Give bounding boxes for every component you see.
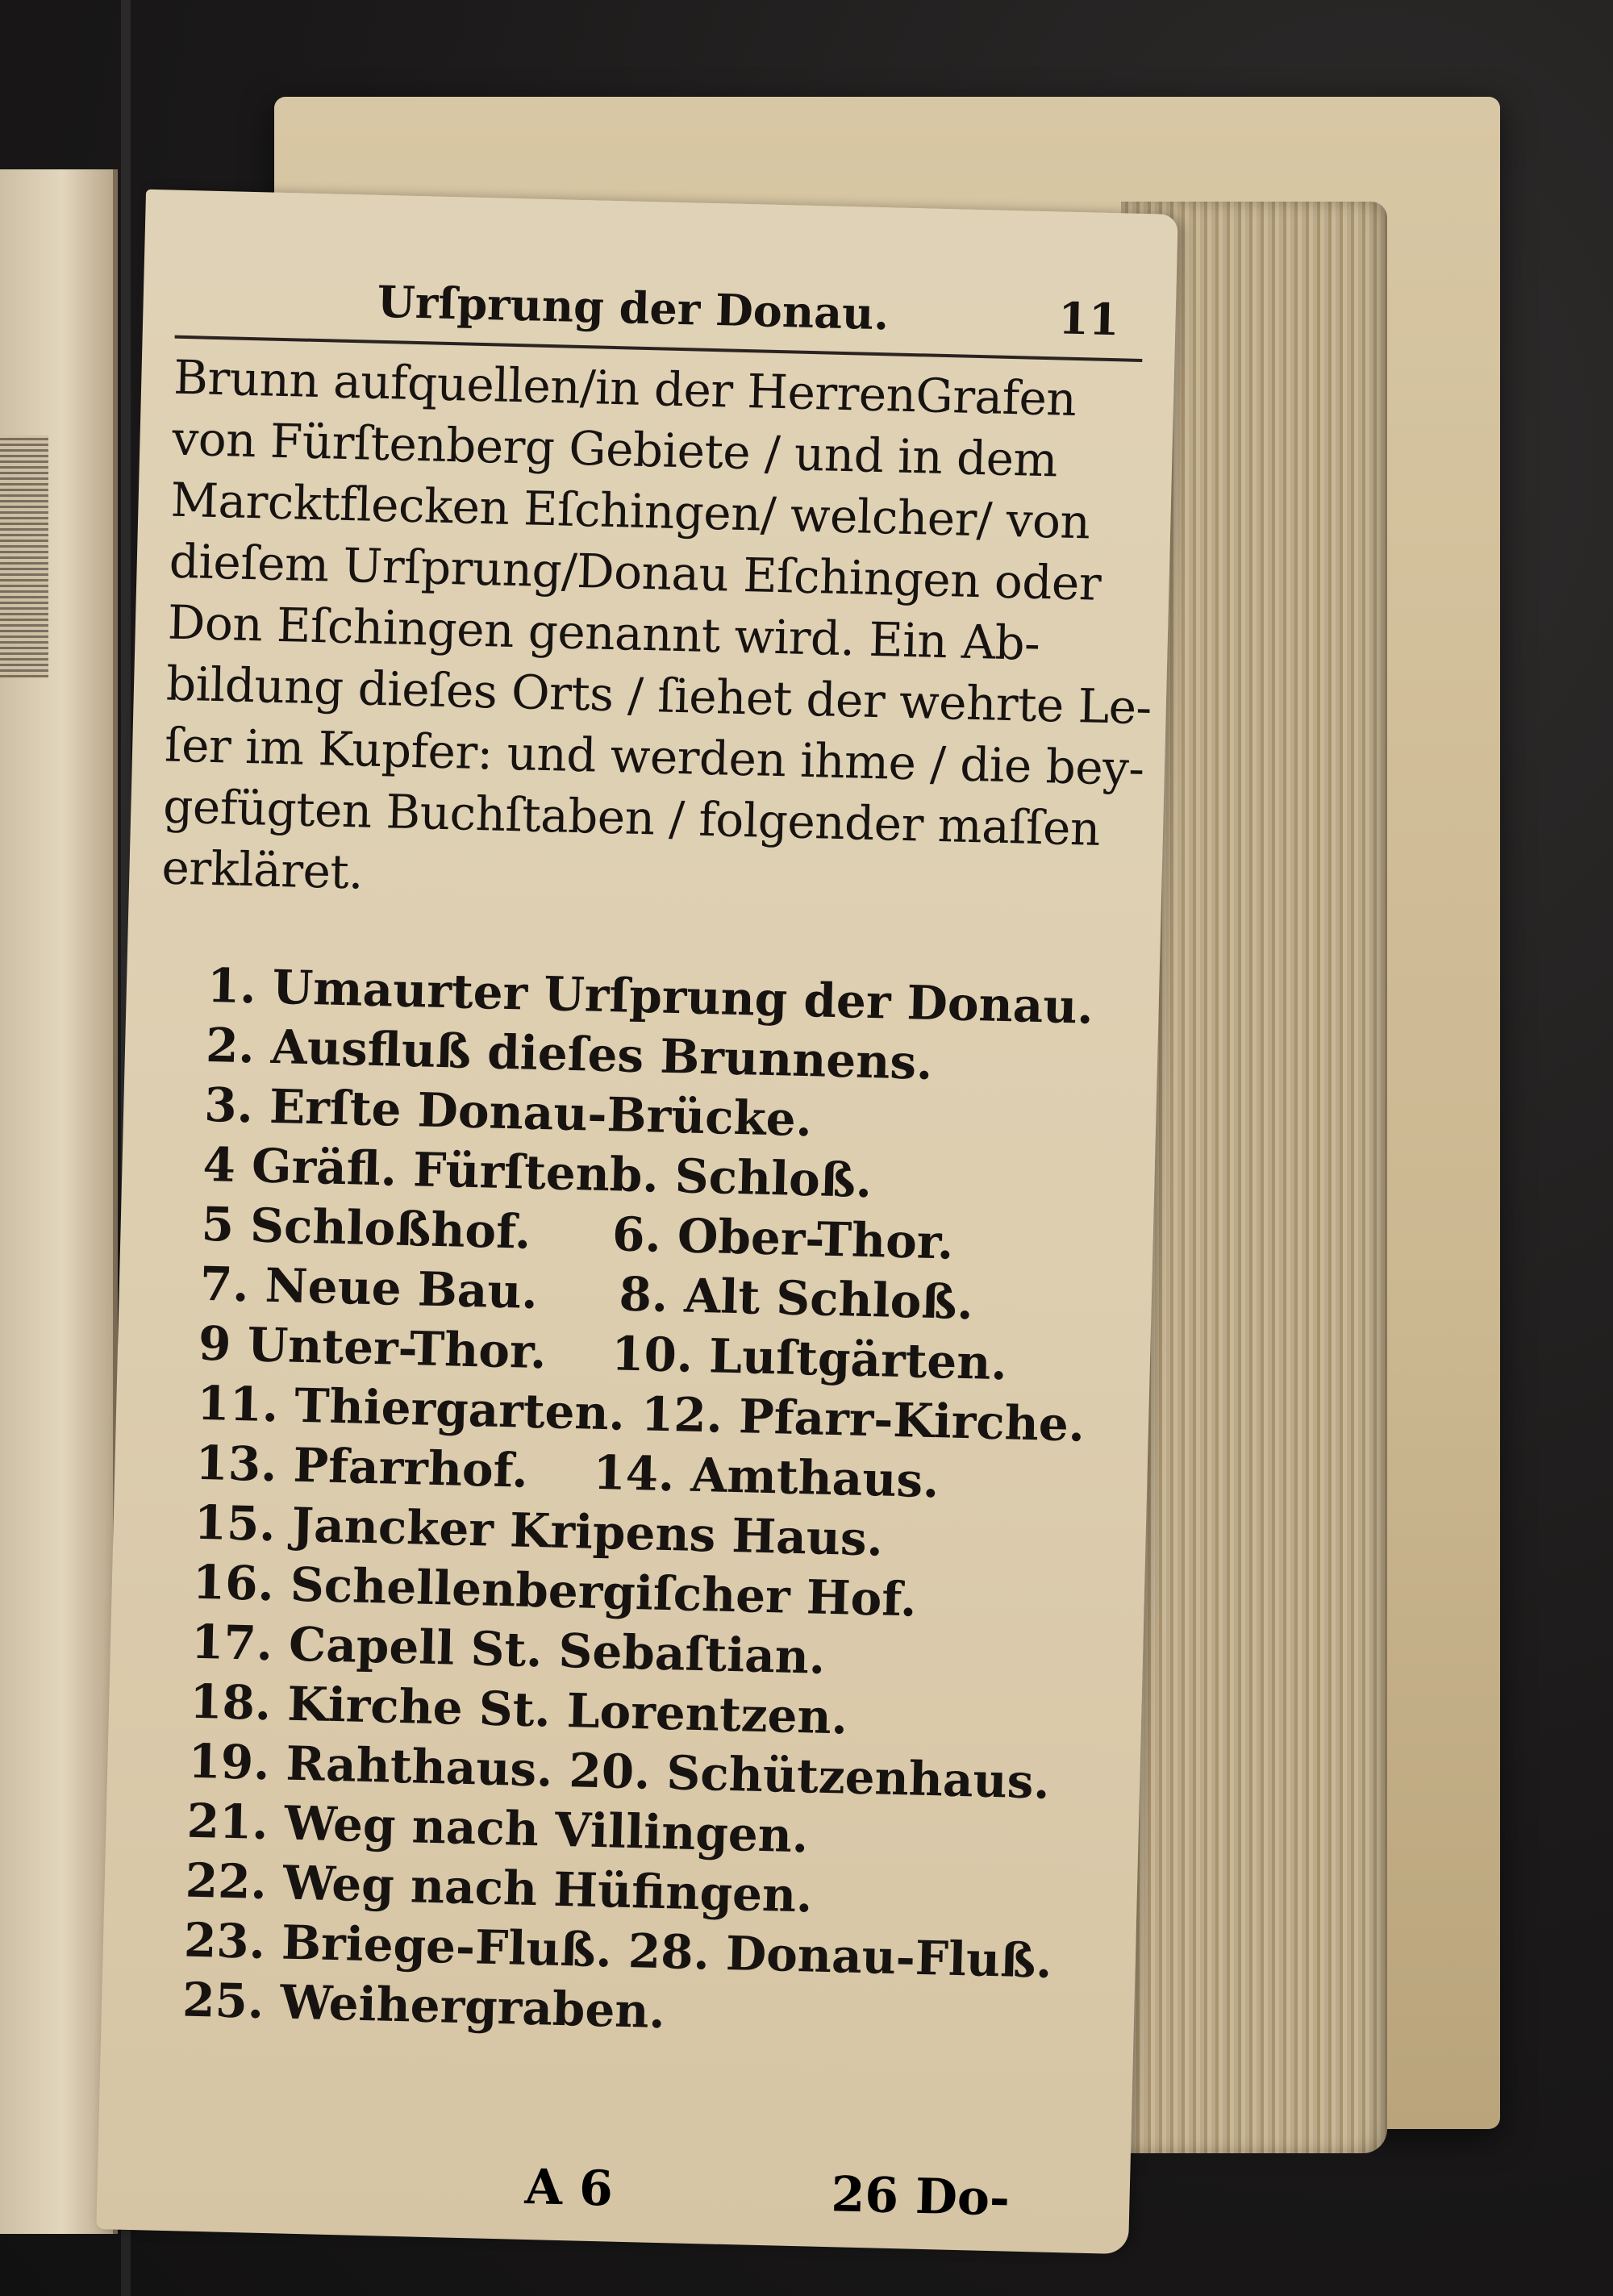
legend-item: 25. Weihergraben. bbox=[181, 1972, 666, 2040]
legend-item: 22. Weg nach Hüfingen. bbox=[185, 1852, 814, 1923]
body-line: von Fürſtenberg Gebiete / und in dem bbox=[171, 410, 1058, 488]
body-line: Brunn aufquellen/in der HerrenGrafen bbox=[173, 349, 1077, 427]
running-head: Urſprung der Donau. bbox=[377, 275, 890, 340]
body-line: ſer im Kupfer: und werden ihme / die bey- bbox=[164, 717, 1145, 797]
body-line: bildung dieſes Orts / ſiehet der wehrte Le- bbox=[165, 656, 1152, 735]
legend-item: 16. Schellenbergiſcher Hof. bbox=[192, 1554, 918, 1627]
legend-item: 7. Neue Bau. 8. Alt Schloß. bbox=[199, 1256, 974, 1331]
legend-item: 19. Rahthaus. 20. Schützenhaus. bbox=[187, 1733, 1051, 1810]
legend-item: 1. Umaurter Urſprung der Donau. bbox=[206, 957, 1094, 1035]
legend-item: 15. Jancker Kripens Haus. bbox=[193, 1494, 884, 1567]
legend-item: 2. Ausfluß dieſes Brunnens. bbox=[205, 1017, 934, 1090]
body-line: Marcktflecken Eſchingen/ welcher/ von bbox=[169, 472, 1091, 550]
left-page-engraving bbox=[0, 435, 48, 677]
signature-mark: A 6 bbox=[523, 2158, 614, 2218]
legend-item: 23. Briege-Fluß. 28. Donau-Fluß. bbox=[183, 1912, 1053, 1989]
body-line: erkläret. bbox=[160, 840, 364, 900]
body-line: Don Eſchingen genannt wird. Ein Ab- bbox=[167, 594, 1041, 671]
left-facing-page bbox=[0, 169, 118, 2234]
legend-item: 21. Weg nach Villingen. bbox=[185, 1793, 809, 1864]
legend-item: 18. Kirche St. Lorentzen. bbox=[189, 1673, 848, 1745]
catchword: 26 Do- bbox=[830, 2166, 1011, 2227]
page-content bbox=[133, 263, 1152, 2052]
legend-item: 5 Schloßhof. 6. Ober-Thor. bbox=[200, 1196, 955, 1270]
legend-list bbox=[133, 954, 1127, 2052]
book-page bbox=[96, 190, 1177, 2255]
page-footer bbox=[129, 2149, 1098, 2237]
legend-item: 13. Pfarrhof. 14. Amthaus. bbox=[194, 1435, 940, 1509]
body-line: gefügten Buchſtaben / folgender maſſen bbox=[162, 778, 1101, 856]
legend-item: 3. Erſte Donau-Brücke. bbox=[203, 1077, 813, 1148]
legend-item: 11. Thiergarten. 12. Pfarr-Kirche. bbox=[196, 1375, 1086, 1452]
body-paragraph bbox=[160, 347, 1152, 922]
legend-item: 9 Unter-Thor. 10. Luſtgärten. bbox=[198, 1315, 1008, 1391]
legend-item: 17. Capell St. Sebaſtian. bbox=[190, 1614, 826, 1685]
body-line: dieſem Urſprung/Donau Eſchingen oder bbox=[169, 533, 1102, 611]
legend-item: 4 Gräfl. Fürſtenb. Schloß. bbox=[202, 1136, 873, 1209]
page-number: 11 bbox=[1057, 292, 1120, 346]
page-header bbox=[175, 263, 1144, 362]
